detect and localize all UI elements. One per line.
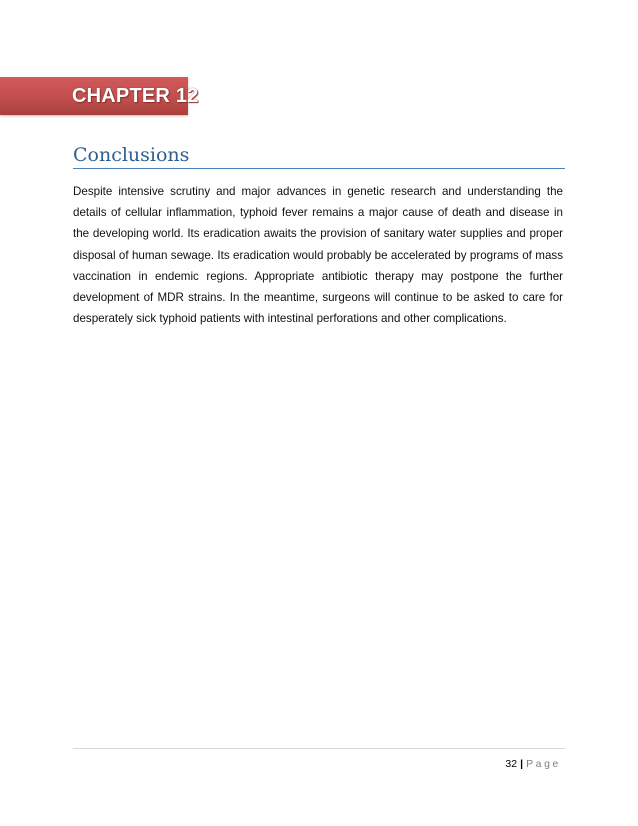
page-number: 32 (505, 758, 518, 770)
chapter-heading: CHAPTER 12 (72, 85, 199, 107)
body-paragraph: Despite intensive scrutiny and major advances in genetic research and understanding the details of cellular inflammation, typhoid fever remains a major cause of death and disease in the developing world. Its eradication awaits the provision of sanitary water supplies and proper disposal of human sewage. Its eradication would probably be accelerated by programs of mass vaccination in endemic regions. Appropriate antibiotic therapy may postpone the further development of MDR strains. In the meantime, surgeons will continue to be asked to care for desperately sick typhoid patients with intestinal perforations and other complications. (73, 185, 563, 326)
page-footer (505, 757, 561, 771)
section-title: Conclusions (73, 144, 190, 166)
page-label: Page (526, 758, 561, 770)
footer-separator: | (520, 758, 524, 770)
footer-divider (73, 748, 565, 749)
section-divider (73, 168, 565, 169)
